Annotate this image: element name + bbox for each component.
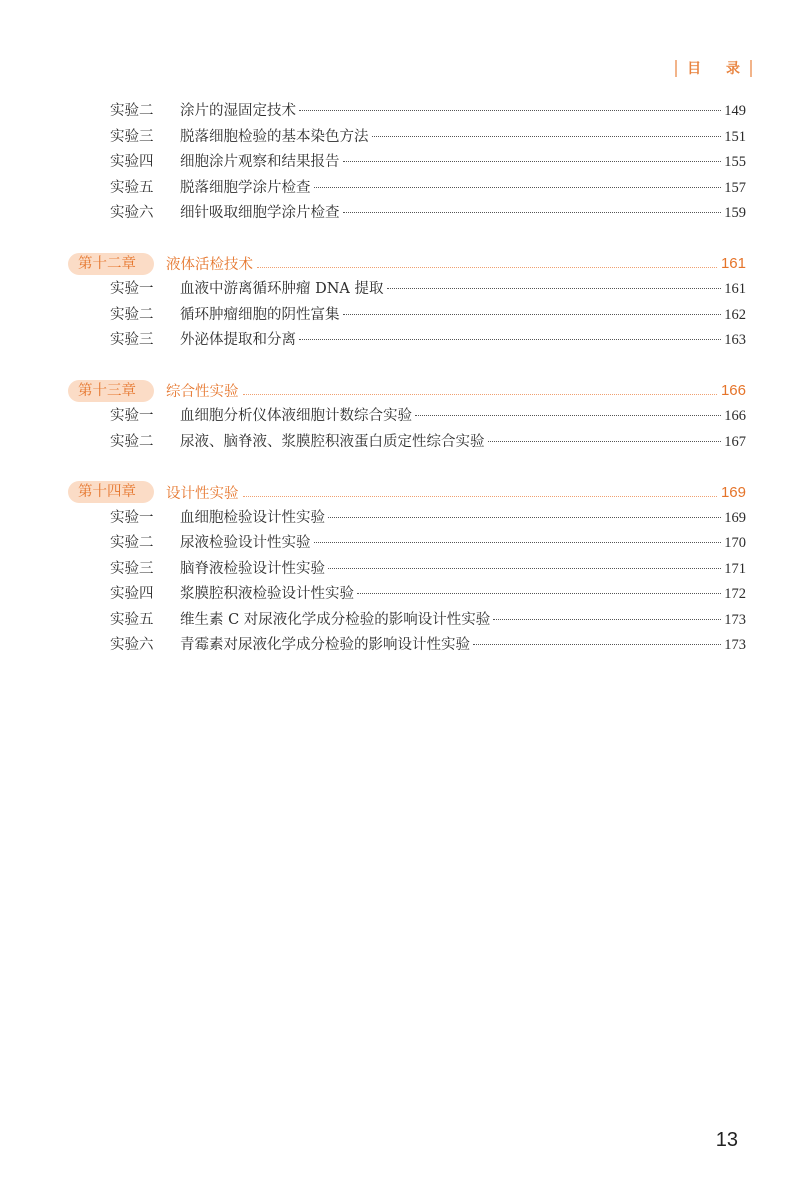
dot-leader	[473, 644, 721, 645]
entry-page-number: 172	[724, 586, 746, 602]
entry-label	[110, 531, 311, 555]
entry-number: 实验一	[110, 281, 154, 297]
page-number: 13	[715, 1129, 738, 1151]
chapter-page-number: 161	[720, 255, 746, 272]
entry-title: 尿液检验设计性实验	[180, 535, 311, 551]
entry-label	[110, 404, 412, 428]
header-right-bar	[750, 60, 752, 77]
entry-page-number: 167	[724, 433, 746, 450]
chapter-title: 综合性实验	[166, 384, 239, 400]
dot-leader	[493, 619, 721, 620]
entry-label	[110, 557, 325, 581]
chapter-page-number: 169	[720, 483, 746, 501]
entry-page-number: 169	[724, 509, 746, 526]
entry-number: 实验二	[110, 103, 154, 119]
entry-page-number: 149	[724, 103, 746, 119]
toc-entry[interactable]	[110, 404, 746, 428]
toc-entry[interactable]	[110, 99, 746, 123]
chapter-title: 液体活检技术	[166, 257, 253, 273]
dot-leader	[372, 136, 722, 137]
toc-chapter[interactable]	[68, 480, 746, 504]
entry-page-number: 170	[724, 535, 746, 551]
entry-label	[110, 582, 354, 606]
dot-leader	[328, 517, 721, 518]
header-left-bar	[675, 60, 677, 77]
toc-chapter[interactable]	[68, 379, 746, 403]
dot-leader	[257, 267, 717, 268]
entry-number: 实验四	[110, 154, 154, 170]
entry-title: 青霉素对尿液化学成分检验的影响设计性实验	[180, 637, 470, 653]
dot-leader	[314, 187, 722, 188]
dot-leader	[299, 339, 721, 340]
entry-label	[110, 430, 485, 454]
toc-entry[interactable]	[110, 430, 746, 454]
toc-entry[interactable]	[110, 531, 746, 555]
entry-page-number: 159	[724, 205, 746, 221]
entry-page-number: 151	[724, 128, 746, 145]
toc-entry[interactable]	[110, 201, 746, 225]
entry-label	[110, 277, 384, 301]
entry-title: 脑脊液检验设计性实验	[180, 560, 325, 577]
entry-number: 实验六	[110, 205, 154, 221]
toc-entry[interactable]	[110, 277, 746, 301]
dot-leader	[488, 441, 722, 442]
entry-number: 实验二	[110, 306, 154, 323]
entry-label	[110, 633, 470, 657]
entry-title: 涂片的湿固定技术	[180, 103, 296, 119]
entry-number: 实验一	[110, 408, 154, 424]
entry-page-number: 171	[724, 560, 746, 577]
dot-leader	[343, 314, 722, 315]
toc-chapter[interactable]	[68, 252, 746, 276]
dot-leader	[299, 110, 721, 111]
entry-page-number: 161	[724, 281, 746, 297]
entry-title: 外泌体提取和分离	[180, 332, 296, 348]
toc-entry[interactable]	[110, 303, 746, 327]
dot-leader	[357, 593, 721, 594]
entry-title: 细胞涂片观察和结果报告	[180, 154, 340, 170]
entry-label	[110, 303, 340, 327]
entry-title: 尿液、脑脊液、浆膜腔积液蛋白质定性综合实验	[180, 433, 485, 450]
toc-entry[interactable]	[110, 608, 746, 632]
header-title: 目 录	[687, 61, 750, 77]
entry-title: 脱落细胞学涂片检查	[180, 179, 311, 196]
toc-entry[interactable]	[110, 506, 746, 530]
entry-number: 实验五	[110, 179, 154, 196]
entry-page-number: 163	[724, 332, 746, 348]
entry-page-number: 157	[724, 179, 746, 196]
entry-number: 实验三	[110, 560, 154, 577]
entry-title: 细针吸取细胞学涂片检查	[180, 205, 340, 221]
entry-title: 浆膜腔积液检验设计性实验	[180, 586, 354, 602]
dot-leader	[243, 496, 717, 497]
toc-entry[interactable]	[110, 633, 746, 657]
entry-title: 血细胞检验设计性实验	[180, 509, 325, 526]
dot-leader	[415, 415, 721, 416]
dot-leader	[243, 394, 717, 395]
dot-leader	[343, 161, 722, 162]
entry-title: 血液中游离循环肿瘤 DNA 提取	[180, 281, 384, 297]
entry-number: 实验三	[110, 128, 154, 145]
entry-label	[110, 201, 340, 225]
entry-label	[110, 328, 296, 352]
chapter-page-number: 166	[720, 382, 746, 399]
chapter-number: 第十二章	[68, 253, 154, 275]
toc-entry[interactable]	[110, 176, 746, 200]
chapter-title: 设计性实验	[166, 485, 239, 502]
toc-entry[interactable]	[110, 328, 746, 352]
entry-label	[110, 125, 369, 149]
entry-title: 血细胞分析仪体液细胞计数综合实验	[180, 408, 412, 424]
entry-label	[110, 99, 296, 123]
entry-number: 实验三	[110, 332, 154, 348]
entry-title: 脱落细胞检验的基本染色方法	[180, 128, 369, 145]
entry-title: 循环肿瘤细胞的阴性富集	[180, 306, 340, 323]
dot-leader	[328, 568, 721, 569]
entry-number: 实验四	[110, 586, 154, 602]
running-header	[675, 58, 752, 78]
toc-entry[interactable]	[110, 582, 746, 606]
entry-page-number: 162	[724, 306, 746, 323]
toc-entry[interactable]	[110, 557, 746, 581]
entry-page-number: 173	[724, 637, 746, 653]
entry-label	[110, 176, 311, 200]
entry-number: 实验六	[110, 637, 154, 653]
entry-label	[110, 608, 490, 632]
entry-label	[110, 506, 325, 530]
entry-number: 实验一	[110, 509, 154, 526]
chapter-number: 第十三章	[68, 380, 154, 402]
toc-entry[interactable]	[110, 150, 746, 174]
entry-number: 实验五	[110, 611, 154, 628]
dot-leader	[343, 212, 722, 213]
chapter-number: 第十四章	[68, 481, 154, 503]
dot-leader	[387, 288, 722, 289]
entry-page-number: 155	[724, 154, 746, 170]
entry-title: 维生素 C 对尿液化学成分检验的影响设计性实验	[180, 611, 491, 628]
entry-number: 实验二	[110, 433, 154, 450]
entry-page-number: 166	[724, 408, 746, 424]
entry-page-number: 173	[724, 611, 746, 628]
entry-label	[110, 150, 340, 174]
entry-number: 实验二	[110, 535, 154, 551]
toc-entry[interactable]	[110, 125, 746, 149]
dot-leader	[314, 542, 722, 543]
